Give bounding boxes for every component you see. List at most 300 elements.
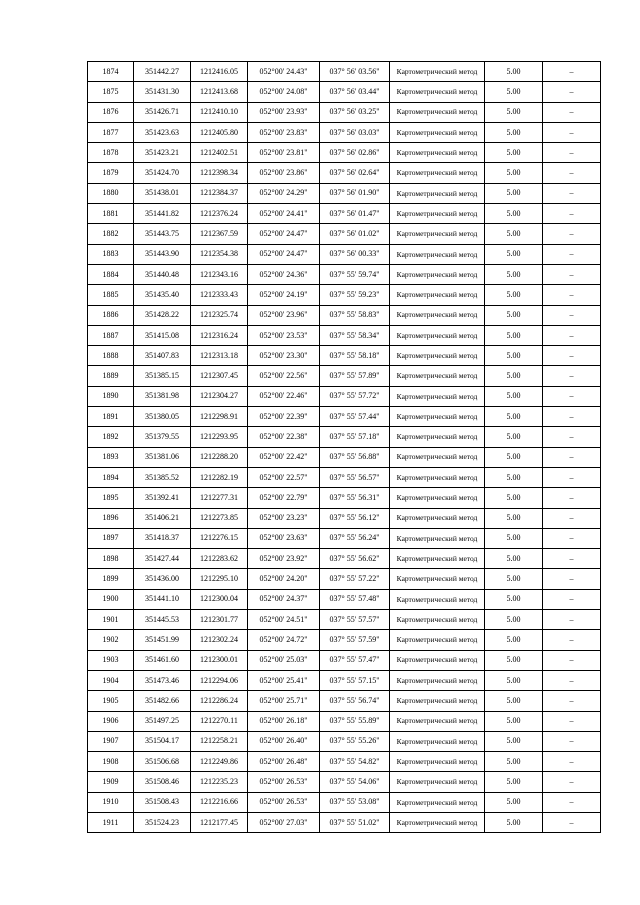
accuracy-cell: 5.00 (485, 792, 543, 812)
longitude-cell: 037° 55' 54.06" (320, 772, 390, 792)
note-cell: – (543, 691, 601, 711)
table-row (88, 630, 601, 650)
point-number-cell: 1896 (88, 508, 134, 528)
longitude-cell: 037° 55' 57.47" (320, 650, 390, 670)
x-coordinate-cell: 351473.46 (134, 670, 191, 690)
coordinates-table (87, 61, 601, 833)
method-cell: Картометрический метод (390, 569, 485, 589)
note-cell: – (543, 630, 601, 650)
y-coordinate-cell: 1212258.21 (191, 731, 248, 751)
method-cell: Картометрический метод (390, 792, 485, 812)
latitude-cell: 052°00' 25.41" (248, 670, 320, 690)
y-coordinate-cell: 1212325.74 (191, 305, 248, 325)
note-cell: – (543, 447, 601, 467)
latitude-cell: 052°00' 22.38" (248, 427, 320, 447)
point-number-cell: 1909 (88, 772, 134, 792)
note-cell: – (543, 589, 601, 609)
accuracy-cell: 5.00 (485, 508, 543, 528)
y-coordinate-cell: 1212307.45 (191, 366, 248, 386)
note-cell: – (543, 731, 601, 751)
note-cell: – (543, 62, 601, 82)
method-cell: Картометрический метод (390, 82, 485, 102)
longitude-cell: 037° 55' 56.24" (320, 528, 390, 548)
latitude-cell: 052°00' 23.92" (248, 549, 320, 569)
point-number-cell: 1880 (88, 183, 134, 203)
accuracy-cell: 5.00 (485, 305, 543, 325)
y-coordinate-cell: 1212286.24 (191, 691, 248, 711)
note-cell: – (543, 528, 601, 548)
latitude-cell: 052°00' 26.18" (248, 711, 320, 731)
x-coordinate-cell: 351381.06 (134, 447, 191, 467)
accuracy-cell: 5.00 (485, 812, 543, 832)
accuracy-cell: 5.00 (485, 163, 543, 183)
note-cell: – (543, 82, 601, 102)
method-cell: Картометрический метод (390, 346, 485, 366)
table-row (88, 427, 601, 447)
table-row (88, 143, 601, 163)
latitude-cell: 052°00' 25.03" (248, 650, 320, 670)
y-coordinate-cell: 1212216.66 (191, 792, 248, 812)
y-coordinate-cell: 1212302.24 (191, 630, 248, 650)
point-number-cell: 1894 (88, 467, 134, 487)
longitude-cell: 037° 55' 57.72" (320, 386, 390, 406)
accuracy-cell: 5.00 (485, 224, 543, 244)
table-row (88, 244, 601, 264)
accuracy-cell: 5.00 (485, 82, 543, 102)
x-coordinate-cell: 351506.68 (134, 752, 191, 772)
note-cell: – (543, 386, 601, 406)
table-row (88, 569, 601, 589)
accuracy-cell: 5.00 (485, 386, 543, 406)
table-row (88, 407, 601, 427)
latitude-cell: 052°00' 24.47" (248, 244, 320, 264)
note-cell: – (543, 122, 601, 142)
table-row (88, 812, 601, 832)
table-row (88, 102, 601, 122)
latitude-cell: 052°00' 26.48" (248, 752, 320, 772)
table-row (88, 752, 601, 772)
point-number-cell: 1883 (88, 244, 134, 264)
accuracy-cell: 5.00 (485, 691, 543, 711)
note-cell: – (543, 285, 601, 305)
longitude-cell: 037° 55' 56.62" (320, 549, 390, 569)
accuracy-cell: 5.00 (485, 264, 543, 284)
note-cell: – (543, 407, 601, 427)
latitude-cell: 052°00' 23.30" (248, 346, 320, 366)
latitude-cell: 052°00' 24.08" (248, 82, 320, 102)
accuracy-cell: 5.00 (485, 589, 543, 609)
method-cell: Картометрический метод (390, 589, 485, 609)
accuracy-cell: 5.00 (485, 772, 543, 792)
note-cell: – (543, 224, 601, 244)
longitude-cell: 037° 55' 57.15" (320, 670, 390, 690)
method-cell: Картометрический метод (390, 427, 485, 447)
note-cell: – (543, 325, 601, 345)
note-cell: – (543, 143, 601, 163)
table-row (88, 204, 601, 224)
accuracy-cell: 5.00 (485, 447, 543, 467)
longitude-cell: 037° 55' 58.34" (320, 325, 390, 345)
x-coordinate-cell: 351407.83 (134, 346, 191, 366)
point-number-cell: 1907 (88, 731, 134, 751)
point-number-cell: 1898 (88, 549, 134, 569)
note-cell: – (543, 569, 601, 589)
note-cell: – (543, 163, 601, 183)
note-cell: – (543, 549, 601, 569)
point-number-cell: 1886 (88, 305, 134, 325)
method-cell: Картометрический метод (390, 183, 485, 203)
y-coordinate-cell: 1212416.05 (191, 62, 248, 82)
table-row (88, 731, 601, 751)
point-number-cell: 1885 (88, 285, 134, 305)
table-row (88, 346, 601, 366)
note-cell: – (543, 264, 601, 284)
method-cell: Картометрический метод (390, 650, 485, 670)
longitude-cell: 037° 55' 54.82" (320, 752, 390, 772)
note-cell: – (543, 346, 601, 366)
latitude-cell: 052°00' 24.43" (248, 62, 320, 82)
x-coordinate-cell: 351427.44 (134, 549, 191, 569)
point-number-cell: 1875 (88, 82, 134, 102)
note-cell: – (543, 366, 601, 386)
longitude-cell: 037° 55' 55.26" (320, 731, 390, 751)
x-coordinate-cell: 351482.66 (134, 691, 191, 711)
table-row (88, 467, 601, 487)
x-coordinate-cell: 351442.27 (134, 62, 191, 82)
method-cell: Картометрический метод (390, 467, 485, 487)
longitude-cell: 037° 56' 00.33" (320, 244, 390, 264)
method-cell: Картометрический метод (390, 122, 485, 142)
table-row (88, 508, 601, 528)
y-coordinate-cell: 1212405.80 (191, 122, 248, 142)
y-coordinate-cell: 1212277.31 (191, 488, 248, 508)
point-number-cell: 1897 (88, 528, 134, 548)
point-number-cell: 1876 (88, 102, 134, 122)
table-row (88, 264, 601, 284)
x-coordinate-cell: 351504.17 (134, 731, 191, 751)
table-row (88, 122, 601, 142)
x-coordinate-cell: 351428.22 (134, 305, 191, 325)
accuracy-cell: 5.00 (485, 62, 543, 82)
latitude-cell: 052°00' 23.83" (248, 122, 320, 142)
table-row (88, 62, 601, 82)
y-coordinate-cell: 1212249.86 (191, 752, 248, 772)
accuracy-cell: 5.00 (485, 650, 543, 670)
x-coordinate-cell: 351441.82 (134, 204, 191, 224)
note-cell: – (543, 711, 601, 731)
longitude-cell: 037° 56' 02.64" (320, 163, 390, 183)
x-coordinate-cell: 351431.30 (134, 82, 191, 102)
point-number-cell: 1902 (88, 630, 134, 650)
method-cell: Картометрический метод (390, 264, 485, 284)
longitude-cell: 037° 55' 59.23" (320, 285, 390, 305)
point-number-cell: 1904 (88, 670, 134, 690)
point-number-cell: 1879 (88, 163, 134, 183)
note-cell: – (543, 204, 601, 224)
method-cell: Картометрический метод (390, 224, 485, 244)
y-coordinate-cell: 1212313.18 (191, 346, 248, 366)
accuracy-cell: 5.00 (485, 407, 543, 427)
accuracy-cell: 5.00 (485, 325, 543, 345)
table-row (88, 285, 601, 305)
point-number-cell: 1874 (88, 62, 134, 82)
point-number-cell: 1888 (88, 346, 134, 366)
y-coordinate-cell: 1212298.91 (191, 407, 248, 427)
method-cell: Картометрический метод (390, 102, 485, 122)
method-cell: Картометрический метод (390, 366, 485, 386)
table-row (88, 305, 601, 325)
x-coordinate-cell: 351508.43 (134, 792, 191, 812)
accuracy-cell: 5.00 (485, 488, 543, 508)
accuracy-cell: 5.00 (485, 285, 543, 305)
latitude-cell: 052°00' 26.53" (248, 772, 320, 792)
x-coordinate-cell: 351435.40 (134, 285, 191, 305)
point-number-cell: 1878 (88, 143, 134, 163)
accuracy-cell: 5.00 (485, 528, 543, 548)
x-coordinate-cell: 351438.01 (134, 183, 191, 203)
note-cell: – (543, 670, 601, 690)
point-number-cell: 1906 (88, 711, 134, 731)
x-coordinate-cell: 351423.21 (134, 143, 191, 163)
accuracy-cell: 5.00 (485, 731, 543, 751)
table-row (88, 691, 601, 711)
y-coordinate-cell: 1212333.43 (191, 285, 248, 305)
accuracy-cell: 5.00 (485, 670, 543, 690)
y-coordinate-cell: 1212273.85 (191, 508, 248, 528)
method-cell: Картометрический метод (390, 731, 485, 751)
latitude-cell: 052°00' 27.03" (248, 812, 320, 832)
point-number-cell: 1891 (88, 407, 134, 427)
x-coordinate-cell: 351381.98 (134, 386, 191, 406)
latitude-cell: 052°00' 24.72" (248, 630, 320, 650)
method-cell: Картометрический метод (390, 508, 485, 528)
note-cell: – (543, 812, 601, 832)
note-cell: – (543, 752, 601, 772)
y-coordinate-cell: 1212283.62 (191, 549, 248, 569)
method-cell: Картометрический метод (390, 528, 485, 548)
note-cell: – (543, 427, 601, 447)
table-row (88, 325, 601, 345)
longitude-cell: 037° 55' 56.74" (320, 691, 390, 711)
longitude-cell: 037° 55' 55.89" (320, 711, 390, 731)
x-coordinate-cell: 351426.71 (134, 102, 191, 122)
latitude-cell: 052°00' 23.81" (248, 143, 320, 163)
accuracy-cell: 5.00 (485, 204, 543, 224)
y-coordinate-cell: 1212398.34 (191, 163, 248, 183)
accuracy-cell: 5.00 (485, 183, 543, 203)
accuracy-cell: 5.00 (485, 244, 543, 264)
point-number-cell: 1911 (88, 812, 134, 832)
table-row (88, 528, 601, 548)
method-cell: Картометрический метод (390, 244, 485, 264)
x-coordinate-cell: 351379.55 (134, 427, 191, 447)
accuracy-cell: 5.00 (485, 630, 543, 650)
table-row (88, 711, 601, 731)
point-number-cell: 1893 (88, 447, 134, 467)
y-coordinate-cell: 1212270.11 (191, 711, 248, 731)
note-cell: – (543, 772, 601, 792)
longitude-cell: 037° 56' 03.44" (320, 82, 390, 102)
x-coordinate-cell: 351445.53 (134, 610, 191, 630)
point-number-cell: 1910 (88, 792, 134, 812)
method-cell: Картометрический метод (390, 630, 485, 650)
note-cell: – (543, 792, 601, 812)
y-coordinate-cell: 1212354.38 (191, 244, 248, 264)
longitude-cell: 037° 55' 59.74" (320, 264, 390, 284)
method-cell: Картометрический метод (390, 488, 485, 508)
method-cell: Картометрический метод (390, 305, 485, 325)
method-cell: Картометрический метод (390, 549, 485, 569)
method-cell: Картометрический метод (390, 691, 485, 711)
note-cell: – (543, 650, 601, 670)
table-row (88, 488, 601, 508)
table-row (88, 366, 601, 386)
accuracy-cell: 5.00 (485, 102, 543, 122)
point-number-cell: 1882 (88, 224, 134, 244)
latitude-cell: 052°00' 22.39" (248, 407, 320, 427)
point-number-cell: 1895 (88, 488, 134, 508)
method-cell: Картометрический метод (390, 670, 485, 690)
longitude-cell: 037° 55' 57.44" (320, 407, 390, 427)
y-coordinate-cell: 1212276.15 (191, 528, 248, 548)
longitude-cell: 037° 56' 01.47" (320, 204, 390, 224)
latitude-cell: 052°00' 23.53" (248, 325, 320, 345)
accuracy-cell: 5.00 (485, 467, 543, 487)
method-cell: Картометрический метод (390, 204, 485, 224)
note-cell: – (543, 102, 601, 122)
accuracy-cell: 5.00 (485, 569, 543, 589)
y-coordinate-cell: 1212384.37 (191, 183, 248, 203)
y-coordinate-cell: 1212235.23 (191, 772, 248, 792)
latitude-cell: 052°00' 23.86" (248, 163, 320, 183)
y-coordinate-cell: 1212304.27 (191, 386, 248, 406)
table-row (88, 163, 601, 183)
point-number-cell: 1901 (88, 610, 134, 630)
point-number-cell: 1908 (88, 752, 134, 772)
accuracy-cell: 5.00 (485, 711, 543, 731)
latitude-cell: 052°00' 24.37" (248, 589, 320, 609)
x-coordinate-cell: 351524.23 (134, 812, 191, 832)
method-cell: Картометрический метод (390, 772, 485, 792)
accuracy-cell: 5.00 (485, 610, 543, 630)
longitude-cell: 037° 56' 03.03" (320, 122, 390, 142)
y-coordinate-cell: 1212288.20 (191, 447, 248, 467)
y-coordinate-cell: 1212301.77 (191, 610, 248, 630)
latitude-cell: 052°00' 22.57" (248, 467, 320, 487)
note-cell: – (543, 183, 601, 203)
method-cell: Картометрический метод (390, 143, 485, 163)
note-cell: – (543, 244, 601, 264)
method-cell: Картометрический метод (390, 285, 485, 305)
y-coordinate-cell: 1212293.95 (191, 427, 248, 447)
point-number-cell: 1881 (88, 204, 134, 224)
longitude-cell: 037° 55' 53.08" (320, 792, 390, 812)
x-coordinate-cell: 351451.99 (134, 630, 191, 650)
table-row (88, 772, 601, 792)
x-coordinate-cell: 351497.25 (134, 711, 191, 731)
y-coordinate-cell: 1212294.06 (191, 670, 248, 690)
longitude-cell: 037° 55' 56.12" (320, 508, 390, 528)
accuracy-cell: 5.00 (485, 143, 543, 163)
point-number-cell: 1884 (88, 264, 134, 284)
x-coordinate-cell: 351441.10 (134, 589, 191, 609)
y-coordinate-cell: 1212402.51 (191, 143, 248, 163)
note-cell: – (543, 467, 601, 487)
longitude-cell: 037° 56' 02.86" (320, 143, 390, 163)
latitude-cell: 052°00' 24.29" (248, 183, 320, 203)
x-coordinate-cell: 351443.90 (134, 244, 191, 264)
point-number-cell: 1899 (88, 569, 134, 589)
table-row (88, 589, 601, 609)
longitude-cell: 037° 56' 03.25" (320, 102, 390, 122)
longitude-cell: 037° 55' 56.57" (320, 467, 390, 487)
point-number-cell: 1877 (88, 122, 134, 142)
longitude-cell: 037° 56' 03.56" (320, 62, 390, 82)
longitude-cell: 037° 56' 01.90" (320, 183, 390, 203)
method-cell: Картометрический метод (390, 62, 485, 82)
x-coordinate-cell: 351443.75 (134, 224, 191, 244)
point-number-cell: 1887 (88, 325, 134, 345)
longitude-cell: 037° 55' 57.18" (320, 427, 390, 447)
y-coordinate-cell: 1212300.04 (191, 589, 248, 609)
method-cell: Картометрический метод (390, 711, 485, 731)
longitude-cell: 037° 55' 57.59" (320, 630, 390, 650)
longitude-cell: 037° 55' 56.88" (320, 447, 390, 467)
x-coordinate-cell: 351385.15 (134, 366, 191, 386)
table-row (88, 610, 601, 630)
table-row (88, 386, 601, 406)
longitude-cell: 037° 55' 58.18" (320, 346, 390, 366)
x-coordinate-cell: 351406.21 (134, 508, 191, 528)
accuracy-cell: 5.00 (485, 346, 543, 366)
x-coordinate-cell: 351423.63 (134, 122, 191, 142)
method-cell: Картометрический метод (390, 163, 485, 183)
longitude-cell: 037° 55' 57.89" (320, 366, 390, 386)
longitude-cell: 037° 55' 56.31" (320, 488, 390, 508)
x-coordinate-cell: 351380.05 (134, 407, 191, 427)
method-cell: Картометрический метод (390, 386, 485, 406)
longitude-cell: 037° 55' 51.02" (320, 812, 390, 832)
point-number-cell: 1890 (88, 386, 134, 406)
method-cell: Картометрический метод (390, 752, 485, 772)
accuracy-cell: 5.00 (485, 752, 543, 772)
latitude-cell: 052°00' 24.19" (248, 285, 320, 305)
table-row (88, 224, 601, 244)
point-number-cell: 1892 (88, 427, 134, 447)
latitude-cell: 052°00' 23.93" (248, 102, 320, 122)
x-coordinate-cell: 351415.08 (134, 325, 191, 345)
x-coordinate-cell: 351436.00 (134, 569, 191, 589)
y-coordinate-cell: 1212376.24 (191, 204, 248, 224)
y-coordinate-cell: 1212343.16 (191, 264, 248, 284)
point-number-cell: 1903 (88, 650, 134, 670)
latitude-cell: 052°00' 24.20" (248, 569, 320, 589)
table-row (88, 183, 601, 203)
x-coordinate-cell: 351424.70 (134, 163, 191, 183)
latitude-cell: 052°00' 26.53" (248, 792, 320, 812)
latitude-cell: 052°00' 23.23" (248, 508, 320, 528)
x-coordinate-cell: 351385.52 (134, 467, 191, 487)
table-row (88, 549, 601, 569)
x-coordinate-cell: 351461.60 (134, 650, 191, 670)
point-number-cell: 1900 (88, 589, 134, 609)
x-coordinate-cell: 351440.48 (134, 264, 191, 284)
latitude-cell: 052°00' 24.36" (248, 264, 320, 284)
table-row (88, 670, 601, 690)
longitude-cell: 037° 55' 58.83" (320, 305, 390, 325)
y-coordinate-cell: 1212300.01 (191, 650, 248, 670)
table-row (88, 447, 601, 467)
